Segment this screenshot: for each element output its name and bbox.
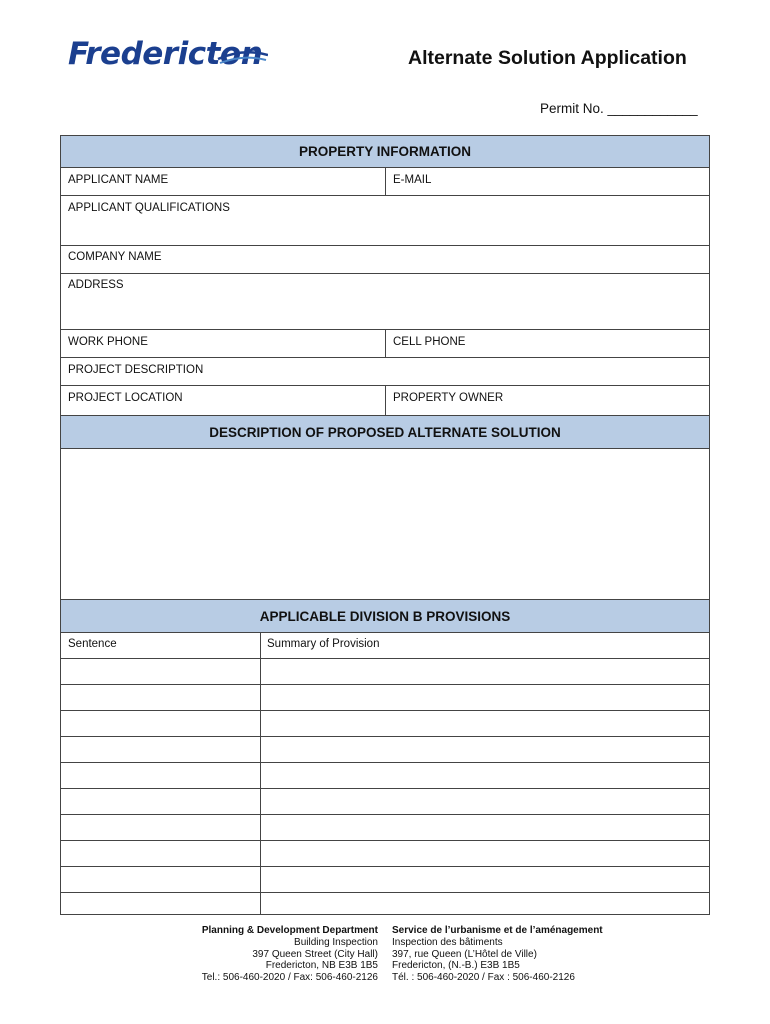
footer-en-department: Planning & Development Department (201, 925, 378, 936)
permit-number-field[interactable]: Permit No. ____________ (540, 101, 698, 116)
provision-row[interactable] (61, 866, 709, 893)
provisions-header (61, 599, 709, 632)
footer-fr-line: Inspection des bâtiments (392, 936, 503, 948)
company-row (61, 245, 709, 273)
footer-en-line: Building Inspection (294, 936, 378, 948)
provisions-table (61, 632, 709, 915)
project-location-field[interactable]: PROJECT LOCATION (68, 392, 183, 404)
provision-row[interactable] (61, 684, 709, 711)
footer-english (202, 925, 378, 984)
provision-row[interactable] (61, 736, 709, 763)
cell-phone-field[interactable]: CELL PHONE (393, 336, 466, 348)
footer-en-line: Fredericton, NB E3B 1B5 (265, 960, 378, 972)
applicant-email-row (61, 167, 709, 195)
footer-fr-line: 397, rue Queen (L’Hôtel de Ville) (392, 948, 537, 960)
description-heading: DESCRIPTION OF PROPOSED ALTERNATE SOLUTION (209, 425, 561, 440)
applicant-qualifications-field[interactable]: APPLICANT QUALIFICATIONS (68, 202, 230, 214)
property-info-header (61, 136, 709, 167)
qualifications-row (61, 195, 709, 245)
provision-row[interactable] (61, 814, 709, 841)
application-form (60, 135, 710, 915)
provision-row[interactable] (61, 658, 709, 685)
provision-row[interactable] (61, 840, 709, 867)
property-info-heading: PROPERTY INFORMATION (298, 144, 471, 159)
address-field[interactable]: ADDRESS (68, 279, 124, 291)
provision-row[interactable] (61, 762, 709, 789)
provision-row[interactable] (61, 710, 709, 737)
location-owner-row (61, 385, 709, 415)
footer-fr-line: Tél. : 506-460-2020 / Fax : 506-460-2126 (392, 972, 575, 984)
provision-row[interactable] (61, 788, 709, 815)
summary-column-header: Summary of Provision (267, 638, 380, 650)
footer-en-line: Tel.: 506-460-2020 / Fax: 506-460-2126 (201, 972, 378, 984)
company-name-field[interactable]: COMPANY NAME (68, 251, 162, 263)
address-row (61, 273, 709, 329)
applicant-name-field[interactable]: APPLICANT NAME (68, 174, 169, 186)
email-field[interactable]: E-MAIL (393, 174, 432, 186)
fredericton-logo (68, 34, 268, 74)
logo-text: Fredericton (68, 36, 263, 72)
description-textarea[interactable] (61, 448, 709, 599)
property-owner-field[interactable]: PROPERTY OWNER (393, 392, 504, 404)
footer-fr-department: Service de l’urbanisme et de l’aménagement (392, 925, 603, 936)
project-description-row (61, 357, 709, 385)
work-phone-field[interactable]: WORK PHONE (68, 336, 148, 348)
provision-row[interactable] (61, 892, 709, 919)
description-header (61, 415, 709, 448)
footer-en-line: 397 Queen Street (City Hall) (252, 948, 378, 960)
project-description-field[interactable]: PROJECT DESCRIPTION (68, 364, 204, 376)
provisions-heading: APPLICABLE DIVISION B PROVISIONS (259, 609, 511, 624)
footer-french (392, 925, 603, 984)
form-title: Alternate Solution Application (408, 47, 687, 69)
logo-swoosh-icon (68, 34, 268, 74)
sentence-column-header: Sentence (68, 638, 117, 650)
phone-row (61, 329, 709, 357)
footer-fr-line: Fredericton, (N.-B.) E3B 1B5 (392, 960, 520, 972)
